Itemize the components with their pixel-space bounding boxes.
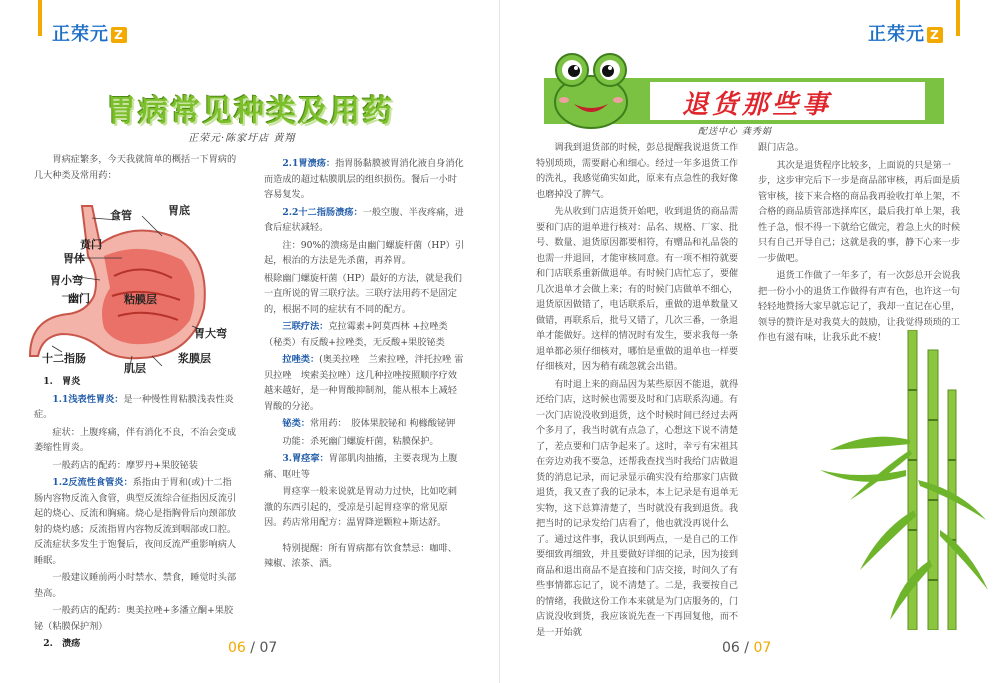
label-lesser-curvature: 胃小弯 <box>50 274 83 287</box>
article-title: 胃病常见种类及用药 <box>106 94 394 129</box>
section-gastritis: 1. 胃炎 <box>43 376 81 387</box>
page-number-left: 06 / 07 <box>228 640 278 656</box>
label-duodenum: 十二指肠 <box>42 352 86 365</box>
label-greater-curvature: 胃大弯 <box>194 327 227 340</box>
banner-title: 退货那些事 <box>682 90 833 120</box>
left-column: 1. 胃炎 1.1浅表性胃炎：是一种慢性胃粘膜浅表性炎症。 症状：上腹疼痛，伴有消化不良，不治会变成萎缩性胃炎。 一般药店的配药：摩罗丹+果胶铋装 1.2反流性食管炎：系指由于胃和(或)十二指肠内容物反流入食管，典型反流综合征指因反流引起的烧心、反流和胸痛。烧心是指胸骨后向颈部放射的烧灼感；反流指胃内容物反流到咽部或口腔。反流症状多发生于饱餐后，夜间反流严重影响病人睡眠。 一般建议睡前两小时禁水、禁食，睡觉时头部垫高。 一般药店的配药：奥美拉唑+多潘立酮+果胶铋（粘膜保护剂） 2. 溃疡 <box>34 374 240 654</box>
article-byline: 正荣元·陈家圩店 黄翔 <box>188 133 296 144</box>
label-body: 胃体 <box>63 252 85 265</box>
label-cardia: 贲门 <box>80 238 102 251</box>
right-page <box>500 0 1000 683</box>
article-byline-right: 配送中心 龚秀娟 <box>698 127 772 137</box>
label-pylorus: 幽门 <box>68 292 90 305</box>
label-muscle: 肌层 <box>124 362 146 375</box>
right-column: 2.1胃溃疡：指胃肠黏膜被胃消化液自身消化而造成的超过粘膜肌层的组织损伤。餐后一小时容易复发。 2.2十二指肠溃疡：一般空腹、半夜疼痛，进食后症状减轻。 注：90%的溃疡是由幽门螺旋杆菌（HP）引起，根治的方法是先杀菌，再养胃。 根除幽门螺旋杆菌（HP）最好的方法，就是我们一直所说的胃三联疗法。三联疗法用药不是固定的，根据不同的症状有不同的配方。 三联疗法：克拉霉素+阿莫西林 +拉唑类（秘类）有反酸+拉唑类，无反酸+果胶铋类 拉唑类：(奥美拉唑 兰索拉唑，泮托拉唑 雷贝拉唑 埃索美拉唑）这几种拉唑按照顺序疗效越来越好，是一种胃酸抑制剂，能从根本上减轻胃酸的分泌。 铋类：常用药： 胶体果胶铋和 枸橼酸铋钾 功能：杀死幽门螺旋杆菌，粘膜保护。 3.胃痉挛：胃部肌肉抽搐，主要表现为上腹痛、呕吐等 胃痉挛一般来说就是胃动力过快，比如吃刺激的东西引起的，受凉是引起胃痉挛的常见原因。药店常用配方：温胃降逆颗粒+斯达舒。 特别提醒：所有胃病都有饮食禁忌：咖啡、辣椒、浓茶、酒。 <box>264 158 465 569</box>
label-esophagus: 食管 <box>110 209 132 222</box>
corner-accent <box>38 0 42 36</box>
section-ulcer: 2. 溃疡 <box>43 638 81 649</box>
brand-logo: 正荣元 Z <box>52 20 127 46</box>
bamboo-illustration <box>790 330 990 630</box>
label-mucosa: 粘膜层 <box>124 293 157 306</box>
right-page-col2: 跟门店急。 其次是退货程序比较多，上面说的只是第一步，这步审完后下一步是商品部审核，再后面是质管审核，接下来合格的商品我再验收打单上架，不合格的商品质管部选择库区，最后我打单上架，我性子急，恨不得一下就给它做完，着急上火的时候只有自己开导自己；这就是我的事，静下心来一步一步做吧。 退货工作做了一年多了，有一次彭总开会说我把一份小小的退货工作做得有声有色，也许这一句轻轻地赞扬大家早就忘记了，我却一直记在心里，领导的赞许是对我莫大的鼓励，让我觉得琐琐的工作也有滋有味，让我乐此不疲！ <box>758 142 961 343</box>
intro-text: 胃病症繁多，今天我就简单的概括一下胃病的几大种类及常用药： <box>34 154 237 181</box>
corner-accent <box>956 0 960 36</box>
label-fundus: 胃底 <box>168 204 190 217</box>
page-number-right: 06 / 07 <box>722 640 772 656</box>
right-page-col1: 调我到退货部的时候，彭总提醒我说退货工作特别琐琐，需要耐心和细心。经过一年多退货工作的洗礼，我感觉确实如此，原来有点急性的我好像也磨掉没了脾气。 先从收到门店退货开始吧，收到退货的商品需要和门店的退单进行核对：品名、规格、厂家、批号、数量、退货原因都要相符，有赠品和礼品袋的也需一并退回，才能审核同意。有一项不相符就要和门店联系重新做退单。有时候门店忙忘了，要催几次退单才会做上来；有的时候门店做单不细心，退货原因做错了，电话联系后，重做的退单数量又做错，再联系后，批号又错了，几次三番，一条退单才能做好。这样的情况时有发生，要求我每一条退单都必须仔细核对，哪怕是重做的退单也一样要仔细核对，因为稍有疏忽就会出错。 有时退上来的商品因为某些原因不能退，就得还给门店，这时候也需要及时和门店联系沟通。有一次门店说没收到退货，这个时候时间已经过去两个多月了，我当时就有点急了，心想这下说不清楚了，差点要和门店争起来了。这时，幸亏有宋祖其在旁边劝我不要急，还帮我查找当时我给门店做退货的消息记录，而记录显示确实没有给那家门店做退货，我又查了我的记录本，本上记录是有退单无实物，这下总算清楚了，当时就没有我到退货。我把当时的记录发给门店看了，他也就没再说什么了。通过这件事，我认识到两点，一是自己的工作要细致再细致，并且要做好详细的记录，因为接到商品和退出商品不是直接和门店交接，时间久了有些事情都忘记了，说不清楚了。二是，我要按自己的情绪，我做这份工作本来就是为门店服务的，门店说没收到货，我应该说先查一下再回复他，而不是一开始就 <box>536 142 739 638</box>
brand-logo: 正荣元 Z <box>868 20 943 46</box>
label-serosa: 浆膜层 <box>178 352 211 365</box>
frog-mascot-icon <box>548 52 634 132</box>
